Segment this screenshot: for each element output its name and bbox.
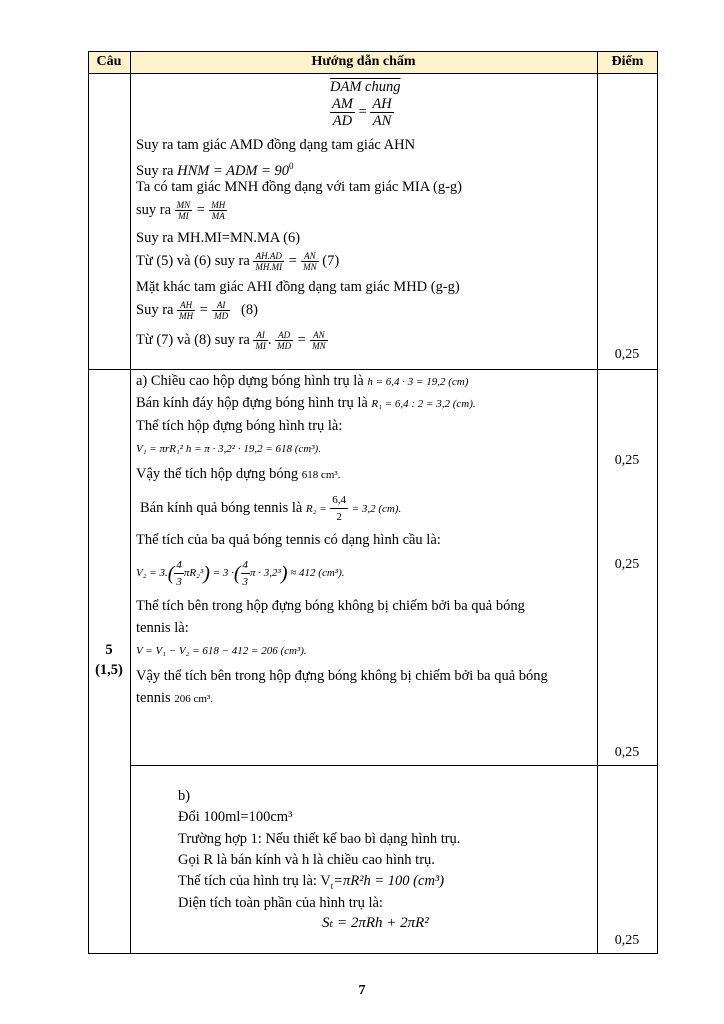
- line-conclusion-1: Vậy thể tích bên trong hộp đựng bóng không bị chiếm bởi ba quả bóng: [136, 668, 548, 684]
- line-conclusion-2: tennis 206 cm³.: [136, 690, 214, 706]
- line-a-volume-result: Vậy thể tích hộp dựng bóng 618 cm³.: [136, 466, 341, 482]
- line-mnh-similar-mia: Ta có tam giác MNH đồng dạng với tam giác MIA (g-g): [136, 179, 462, 195]
- col-divider-2: [597, 51, 598, 954]
- score-q5-2: 0,25: [614, 557, 640, 572]
- line-remaining-formula: V = V₁ − V₂ = 618 − 412 = 206 (cm³).: [136, 645, 307, 657]
- line-ahi-similar-mhd: Mặt khác tam giác AHI đồng dạng tam giác MHD (g-g): [136, 279, 460, 295]
- row-divider-2: [130, 765, 658, 766]
- score-block1: 0,25: [614, 347, 640, 362]
- line-from-5-6: Từ (5) và (6) suy ra $\frac{AH.AD}{MH.MI}$ = $\frac{AN}{MN}$ (7): [136, 251, 340, 272]
- line-remaining-1: Thể tích bên trong hộp đựng bóng không bị chiếm bởi ba quả bóng: [136, 598, 525, 614]
- question-points: (1,5): [95, 662, 123, 678]
- part-b-convert: Đổi 100ml=100cm³: [178, 809, 293, 825]
- score-q5-3: 0,25: [614, 745, 640, 760]
- col-divider-1: [130, 51, 131, 954]
- angle-dam-common: DAM chung: [330, 79, 401, 95]
- header-guide: Hướng dẫn chấm: [311, 54, 416, 69]
- line-ball-radius: Bán kính quả bóng tennis là R₂ = $\frac{6,4}{2}$ = 3,2 (cm).: [140, 494, 402, 523]
- line-a-volume-formula: V₁ = πrR₁² h = π · 3,2² · 19,2 = 618 (cm³).: [136, 443, 321, 455]
- part-b-label: b): [178, 788, 191, 804]
- part-b-area-label: Diện tích toàn phần của hình trụ là:: [178, 895, 383, 911]
- line-three-balls-formula: V₂ = 3.( $\frac{4}{3}$ πR₂³) = 3 ·( $\frac{4}{3}$ π · 3,2³) ≈ 412 (cm³).: [136, 559, 345, 588]
- line-a-volume-label: Thể tích hộp đựng bóng hình trụ là:: [136, 418, 343, 434]
- line-mh-mi-eq: Suy ra MH.MI=MN.MA (6): [136, 230, 301, 246]
- row-divider-1: [88, 369, 658, 370]
- part-b-volume: Thể tích của hình trụ là: $V_t=\pi R^2h = 100$ (cm³): [178, 873, 445, 891]
- score-q5-1: 0,25: [614, 453, 640, 468]
- line-remaining-2: tennis là:: [136, 620, 189, 636]
- header-question: Câu: [96, 54, 122, 69]
- question-number: 5: [105, 642, 113, 658]
- line-from-7-8: Từ (7) và (8) suy ra $\frac{AI}{MI}$ . $\frac{AD}{MD}$ = $\frac{AN}{MN}$: [136, 330, 326, 351]
- part-b-case1: Trường hợp 1: Nếu thiết kế bao bì dạng hình trụ.: [178, 831, 461, 847]
- line-three-balls-label: Thể tích của ba quả bóng tennis có dạng hình cầu là:: [136, 532, 441, 548]
- part-b-area-formula: Sₜ = 2πRh + 2πR²: [322, 915, 429, 931]
- line-a-radius: Bán kính đáy hộp đựng bóng hình trụ là R₁ = 6,4 : 2 = 3,2 (cm).: [136, 395, 476, 411]
- line-ratio-mn-mi: suy ra $\frac{MN}{MI}$ = $\frac{MH}{MA}$: [136, 200, 226, 221]
- line-ratio-ah-mh: Suy ra $\frac{AH}{MH}$ = $\frac{AI}{MD}$ (8): [136, 300, 258, 321]
- header-score: Điểm: [611, 54, 644, 69]
- line-a-height: a) Chiều cao hộp dựng bóng hình trụ là h = 6,4 · 3 = 19,2 (cm): [136, 373, 469, 389]
- score-part-b: 0,25: [614, 933, 640, 948]
- page-number: 7: [358, 983, 366, 998]
- part-b-define: Gọi R là bán kính và h là chiều cao hình trụ.: [178, 852, 435, 868]
- line-amd-similar-ahn: Suy ra tam giác AMD đồng dạng tam giác AHN: [136, 137, 416, 153]
- ratio-am-ad-ah-an: $\frac{AM}{AD}$ = $\frac{AH}{AN}$: [332, 96, 392, 129]
- line-angle-equality: Suy ra HNM = ADM = $90^0$: [136, 161, 294, 179]
